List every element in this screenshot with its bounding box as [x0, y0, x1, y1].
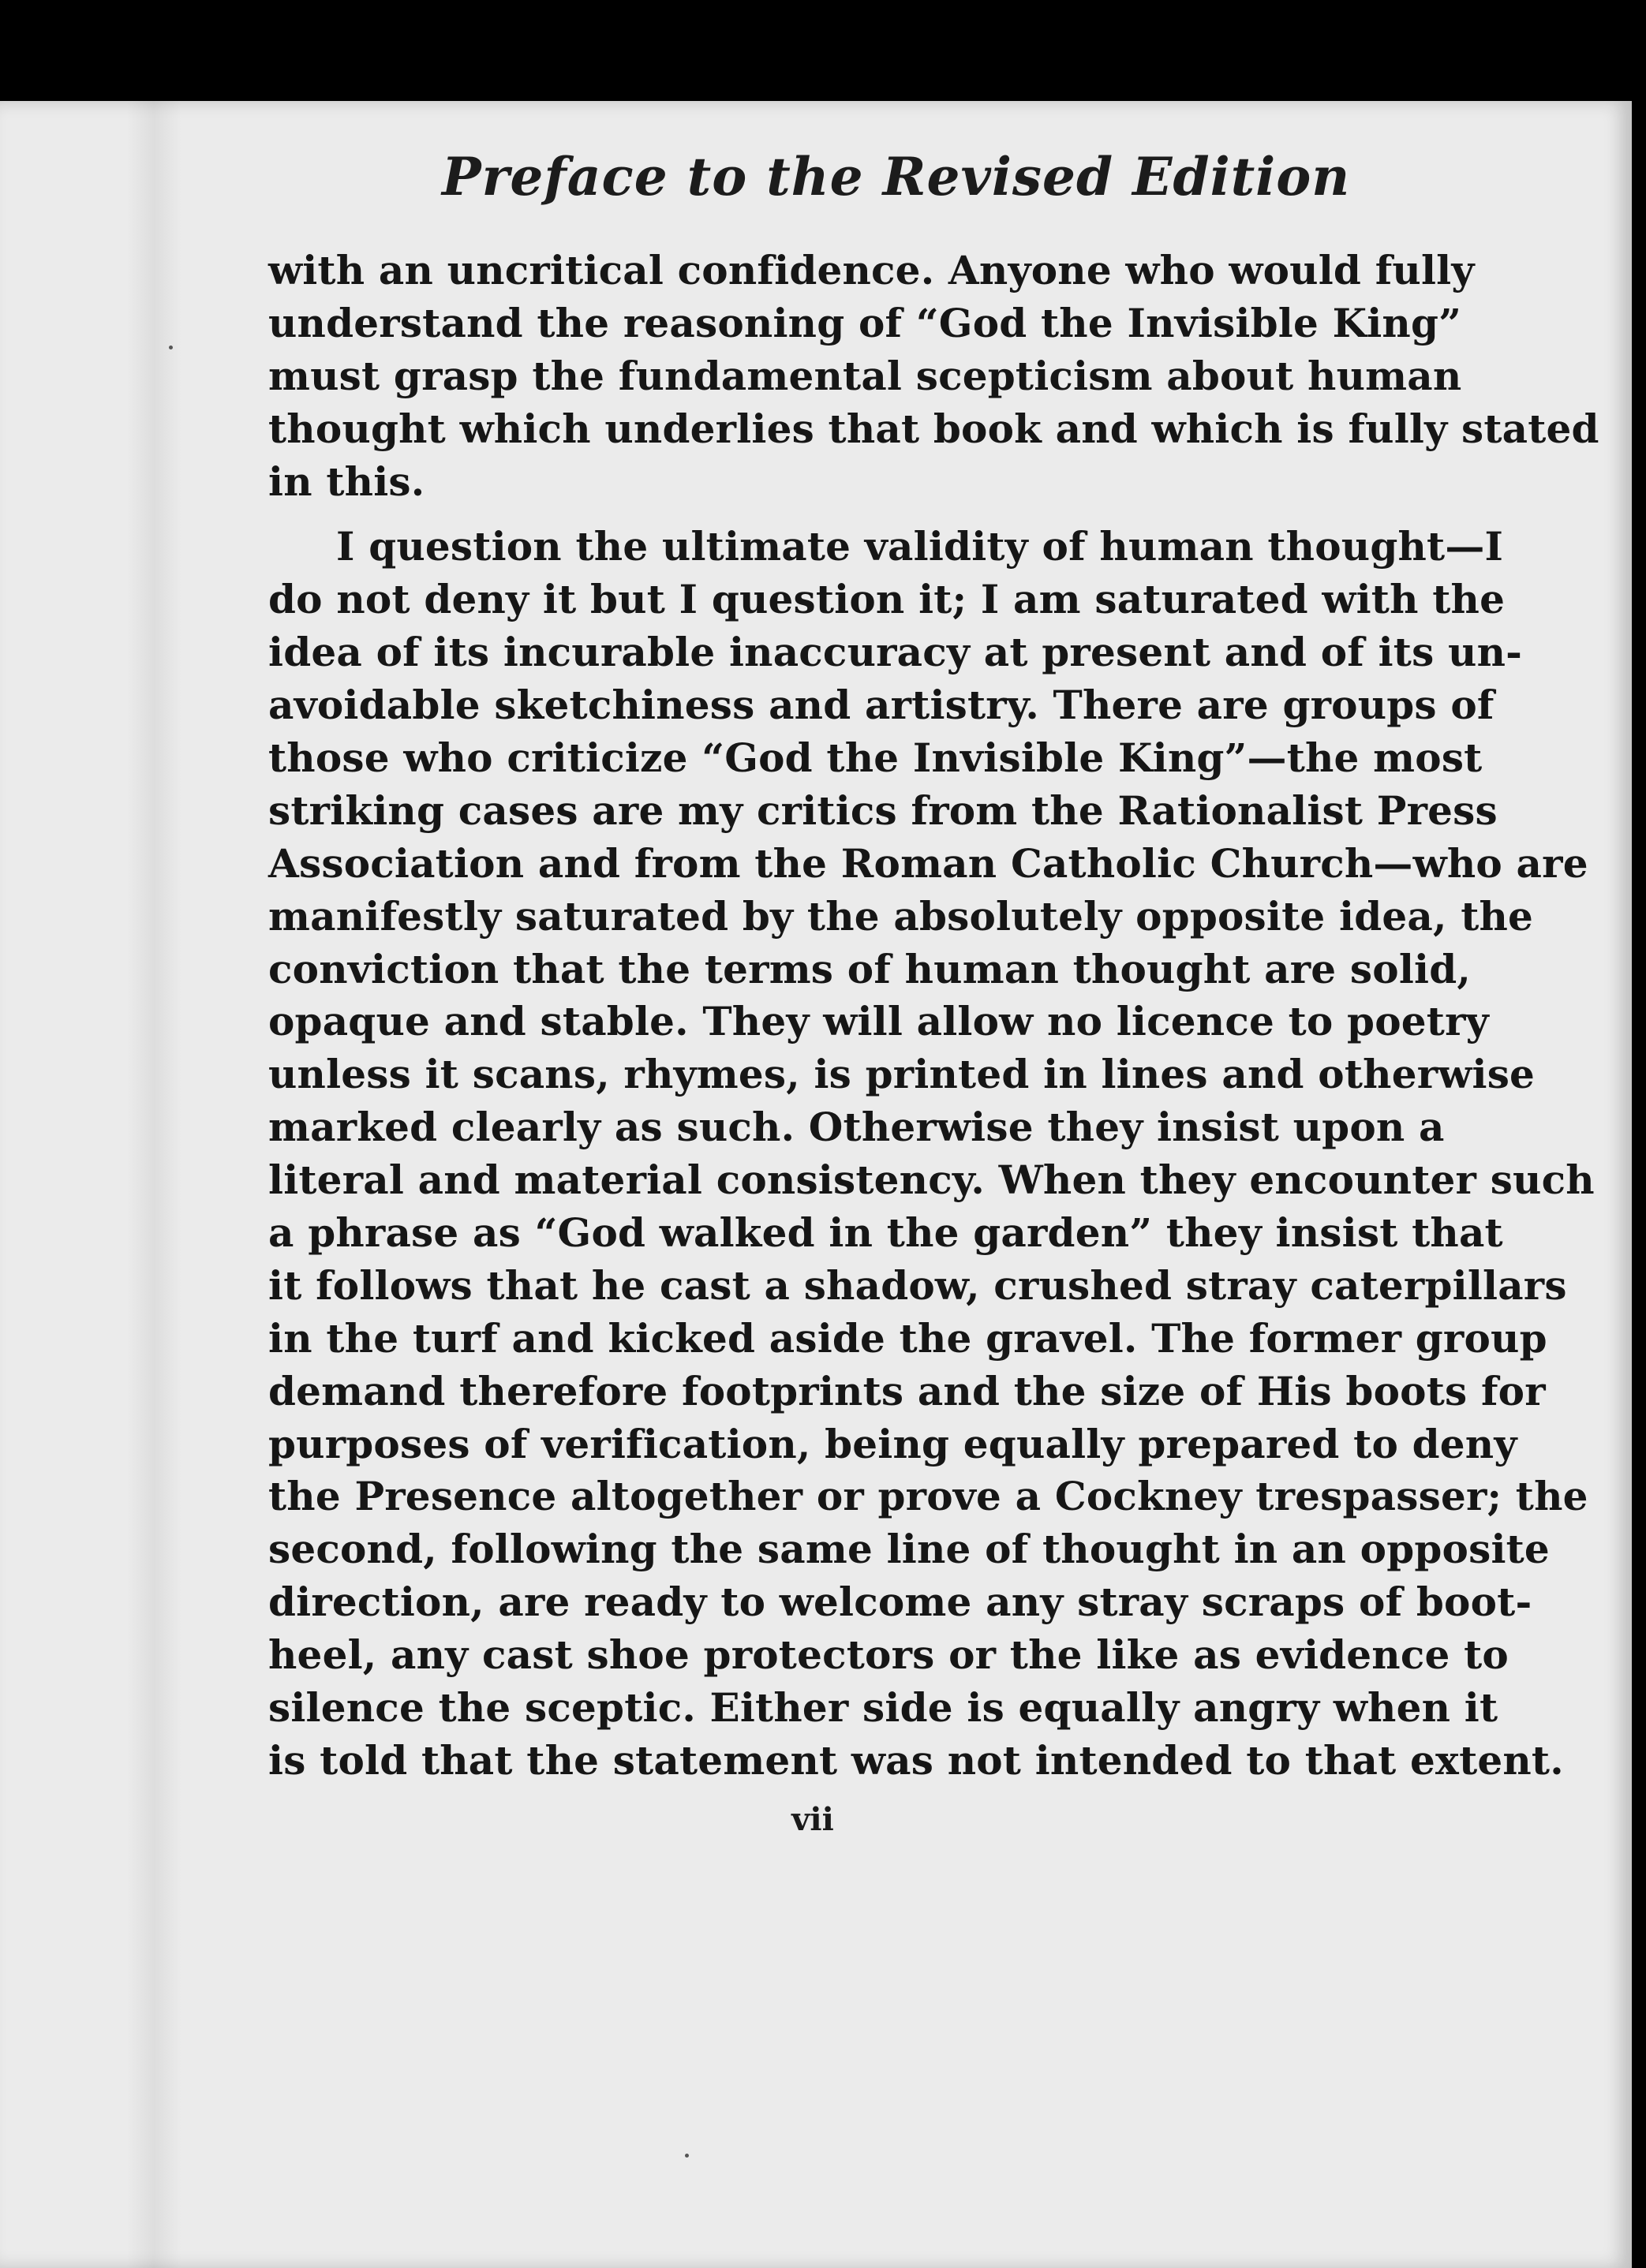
text-line: it follows that he cast a shadow, crushed stray caterpillars [268, 1261, 1567, 1309]
text-line: with an uncritical confidence. Anyone who would fully [268, 247, 1475, 293]
spine-shadow [126, 101, 181, 2268]
running-head: Preface to the Revised Edition [442, 146, 1351, 207]
text-line: a phrase as “God walked in the garden” they insist that [268, 1209, 1503, 1257]
text-line: opaque and stable. They will allow no licence to poetry [268, 998, 1489, 1045]
text-line: literal and material consistency. When they encounter such [268, 1156, 1595, 1204]
text-line: marked clearly as such. Otherwise they insist upon a [268, 1104, 1445, 1151]
text-line: heel, any cast shoe protectors or the like as evidence to [268, 1631, 1509, 1679]
text-line: idea of its incurable inaccuracy at present and of its un- [268, 629, 1523, 676]
text-line: do not deny it but I question it; I am saturated with the [268, 576, 1506, 623]
text-line: understand the reasoning of “God the Invisible King” [268, 299, 1462, 346]
text-line: avoidable sketchiness and artistry. There are groups of [268, 682, 1494, 729]
text-line: manifestly saturated by the absolutely opposite idea, the [268, 892, 1534, 940]
text-line: in the turf and kicked aside the gravel. The former group [268, 1314, 1547, 1362]
text-line: those who criticize “God the Invisible King”—the most [268, 734, 1483, 782]
text-line: demand therefore footprints and the size of His boots for [268, 1367, 1546, 1414]
page-number: vii [791, 1801, 834, 1838]
paragraph-spacer [268, 508, 1389, 521]
text-line: Association and from the Roman Catholic Church—who are [268, 839, 1588, 887]
body-text [268, 245, 1599, 1788]
paragraph [268, 245, 1599, 508]
text-line: conviction that the terms of human thought are solid, [268, 945, 1471, 992]
text-line: thought which underlies that book and which is fully stated [268, 405, 1599, 452]
text-line: must grasp the fundamental scepticism about human [268, 352, 1462, 399]
text-line: purposes of verification, being equally prepared to deny [268, 1420, 1517, 1467]
text-line: is told that the statement was not intended to that extent. [268, 1736, 1564, 1784]
text-line: the Presence altogether or prove a Cockney trespasser; the [268, 1473, 1588, 1520]
text-line: silence the sceptic. Either side is equally angry when it [268, 1684, 1498, 1732]
paper-speck [169, 346, 173, 349]
text-line: striking cases are my critics from the Rationalist Press [268, 787, 1498, 834]
text-line: unless it scans, rhymes, is printed in lines and otherwise [268, 1051, 1536, 1098]
text-line: in this. [268, 458, 425, 505]
paragraph [268, 521, 1595, 1787]
paper-speck [685, 2154, 689, 2158]
text-line: I question the ultimate validity of human thought—I [336, 523, 1504, 570]
text-line: direction, are ready to welcome any stray scraps of boot- [268, 1579, 1532, 1626]
text-line: second, following the same line of thought in an opposite [268, 1526, 1550, 1573]
